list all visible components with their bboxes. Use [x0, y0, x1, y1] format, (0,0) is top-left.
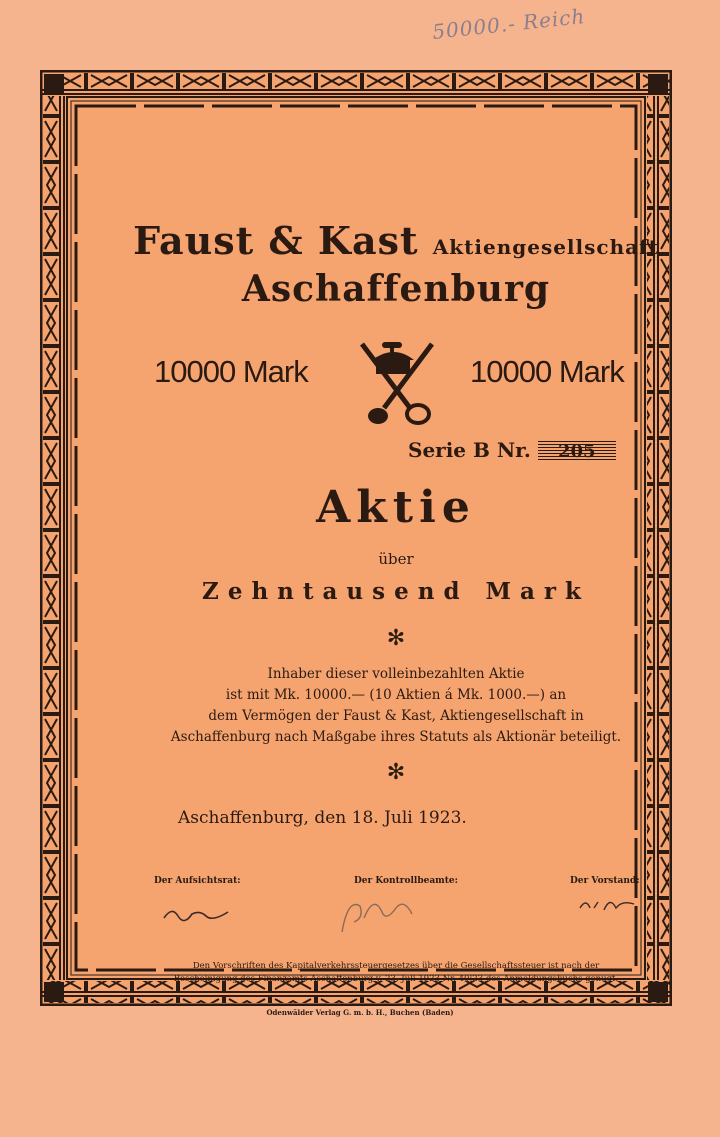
- preposition: über: [378, 550, 414, 568]
- company-name: Faust & Kast: [133, 218, 419, 263]
- signatory-board: Der Vorstand:: [570, 876, 640, 886]
- value-in-words: Zehntausend Mark: [202, 578, 590, 605]
- company-suffix: Aktiengesellschaft: [432, 235, 659, 259]
- serie-line: [408, 438, 616, 462]
- pencil-note: 50000.- Reich: [431, 4, 587, 44]
- serie-label: Serie B Nr.: [408, 438, 531, 462]
- signatory-supervisory-board: Der Aufsichtsrat:: [154, 876, 241, 886]
- document-title: Aktie: [316, 482, 476, 533]
- signatory-control-officer: Der Kontrollbeamte:: [354, 876, 458, 886]
- body-line: ist mit Mk. 10000.— (10 Aktien á Mk. 1000.—) an: [225, 687, 567, 703]
- body-text: [118, 664, 674, 748]
- amount-right: 10000 Mark: [470, 354, 624, 389]
- printer-imprint: Odenwälder Verlag G. m. b. H., Buchen (Baden): [266, 1008, 454, 1017]
- place-and-date: Aschaffenburg, den 18. Juli 1923.: [178, 808, 467, 828]
- handwritten-signature: [162, 902, 232, 926]
- serie-number: 205: [538, 441, 616, 462]
- footnote: [118, 960, 674, 986]
- company-city: Aschaffenburg: [241, 268, 551, 310]
- star-ornament: ✻: [386, 760, 406, 785]
- footnote-line: Den Vorschriften des Kapitalverkehrssteuergesetzes über die Gesellschaftssteuer ist nach der: [192, 961, 600, 971]
- company-heading: [118, 218, 674, 263]
- amount-left: 10000 Mark: [154, 354, 308, 389]
- body-line: dem Vermögen der Faust & Kast, Aktiengesellschaft in: [208, 708, 584, 724]
- certificate-frame: [40, 70, 672, 1006]
- handwritten-signature: [334, 888, 424, 938]
- body-line: Aschaffenburg nach Maßgabe ihres Statuts als Aktionär beteiligt.: [170, 729, 622, 745]
- body-line: Inhaber dieser volleinbezahlten Aktie: [267, 666, 525, 682]
- iron-scissors-logo: [354, 330, 440, 430]
- certificate-content: [118, 180, 674, 1030]
- footnote-line: Bescheinigung des Finanzamts Aschaffenburg v. 23. Juli 1923 Nr. 40|23 des Anmeldungsbuchs genügt.: [173, 974, 619, 984]
- handwritten-signature: [578, 894, 638, 914]
- star-ornament: ✻: [386, 626, 406, 651]
